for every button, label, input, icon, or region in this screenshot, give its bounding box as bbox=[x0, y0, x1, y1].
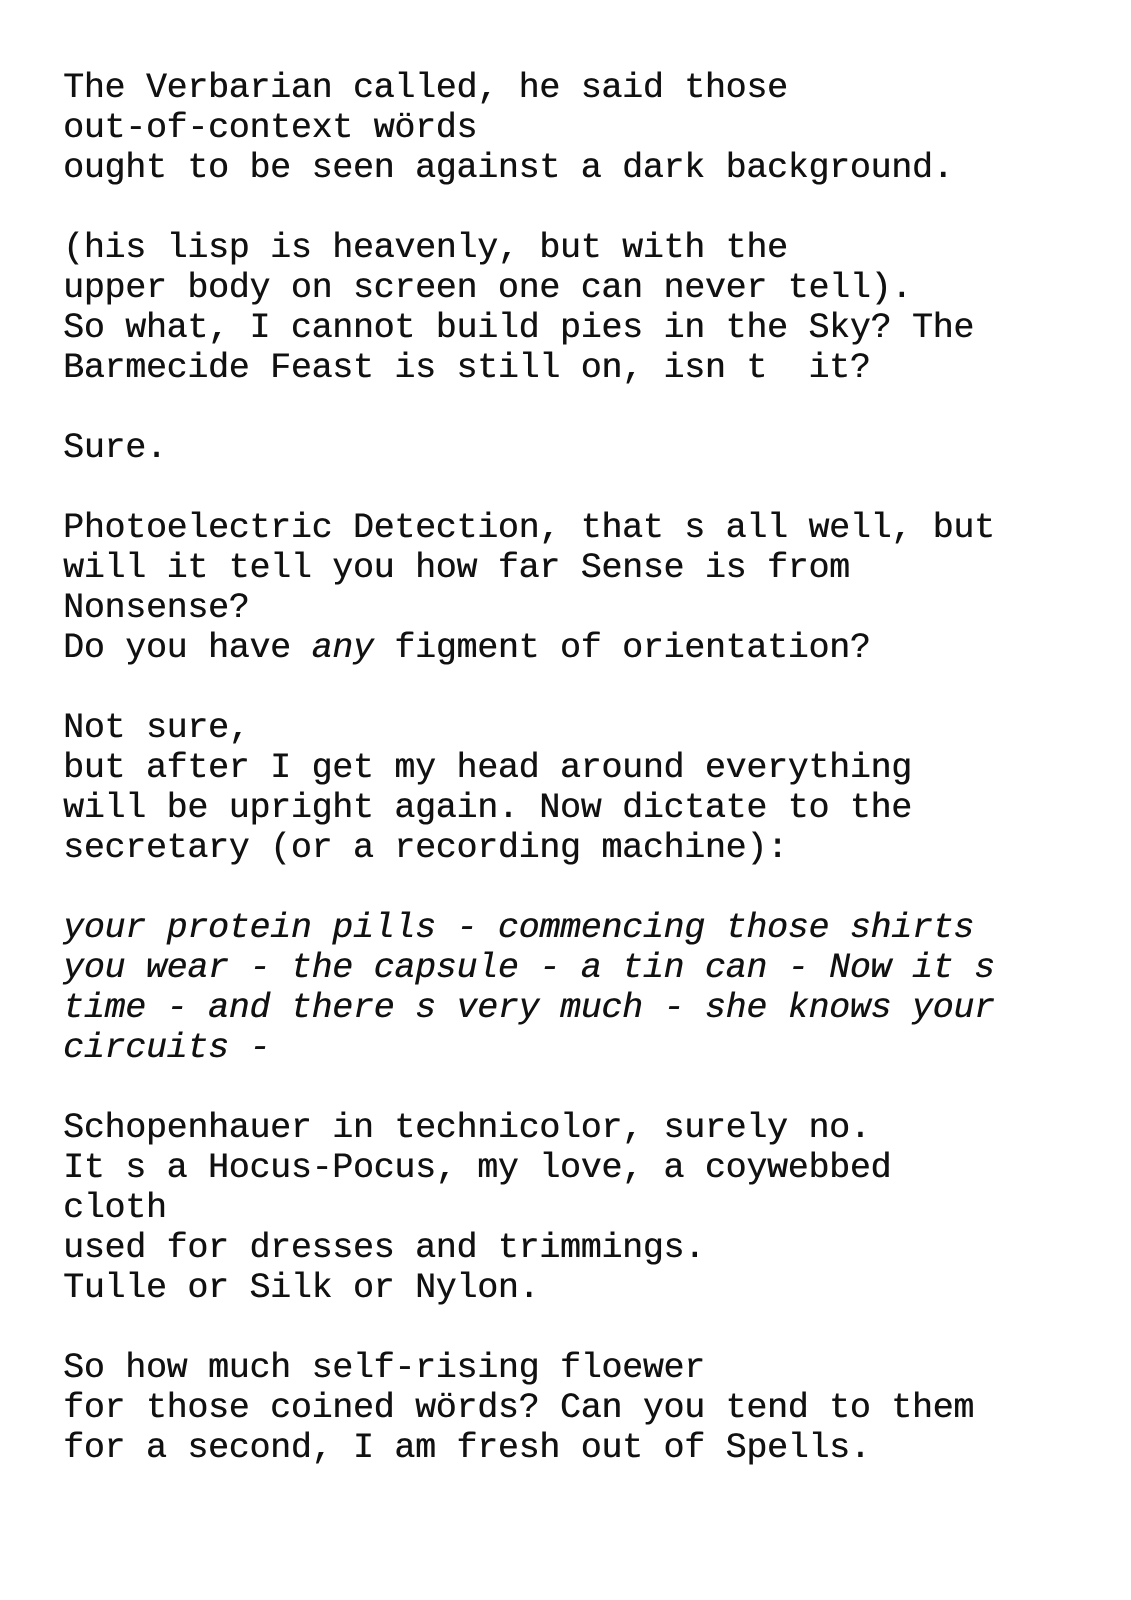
poem-line bbox=[63, 708, 1123, 748]
poem-line bbox=[63, 828, 1123, 868]
poem-line bbox=[63, 1028, 1123, 1068]
poem-line bbox=[63, 108, 1123, 148]
typewritten-poem bbox=[63, 68, 1123, 1508]
poem-line bbox=[63, 1268, 1123, 1308]
line-text: Not sure, bbox=[63, 708, 250, 748]
line-text: figment of orientation? bbox=[373, 628, 871, 668]
line-text: for those coined wörds? Can you tend to them bbox=[63, 1388, 974, 1428]
poem-line bbox=[63, 1148, 1123, 1188]
line-text: ought to be seen against a dark background. bbox=[63, 148, 954, 188]
poem-line bbox=[63, 1188, 1123, 1228]
stanza bbox=[63, 908, 1123, 1068]
poem-line bbox=[63, 1428, 1123, 1468]
line-text: any bbox=[311, 628, 374, 668]
line-text: Barmecide Feast is still on, isn t it? bbox=[63, 348, 871, 388]
line-text: time - and there s very much - she knows your bbox=[63, 988, 995, 1028]
line-text: for a second, I am fresh out of Spells. bbox=[63, 1428, 871, 1468]
stanza bbox=[63, 428, 1123, 468]
poem-line bbox=[63, 1348, 1123, 1388]
poem-line bbox=[63, 348, 1123, 388]
line-text: Tulle or Silk or Nylon. bbox=[63, 1268, 540, 1308]
line-text: out-of-context wörds bbox=[63, 108, 478, 148]
poem-line bbox=[63, 628, 1123, 668]
line-text: The Verbarian called, he said those bbox=[63, 68, 788, 108]
poem-line bbox=[63, 428, 1123, 468]
line-text: secretary (or a recording machine): bbox=[63, 828, 788, 868]
stanza bbox=[63, 68, 1123, 188]
line-text: circuits - bbox=[63, 1028, 271, 1068]
poem-line bbox=[63, 948, 1123, 988]
poem-line bbox=[63, 1108, 1123, 1148]
stanza bbox=[63, 508, 1123, 668]
poem-line bbox=[63, 1388, 1123, 1428]
line-text: It s a Hocus-Pocus, my love, a coywebbed bbox=[63, 1148, 892, 1188]
line-text: Do you have bbox=[63, 628, 312, 668]
line-text: upper body on screen one can never tell). bbox=[63, 268, 912, 308]
line-text: So how much self-rising floewer bbox=[63, 1348, 705, 1388]
poem-line bbox=[63, 308, 1123, 348]
stanza bbox=[63, 228, 1123, 388]
poem-line bbox=[63, 588, 1123, 628]
line-text: your protein pills - commencing those shirts bbox=[63, 908, 974, 948]
line-text: will it tell you how far Sense is from bbox=[63, 548, 850, 588]
line-text: cloth bbox=[63, 1188, 167, 1228]
line-text: will be upright again. Now dictate to the bbox=[63, 788, 912, 828]
line-text: you wear - the capsule - a tin can - Now it s bbox=[63, 948, 995, 988]
stanza bbox=[63, 1108, 1123, 1308]
line-text: used for dresses and trimmings. bbox=[63, 1228, 705, 1268]
poem-line bbox=[63, 548, 1123, 588]
line-text: Schopenhauer in technicolor, surely no. bbox=[63, 1108, 871, 1148]
poem-line bbox=[63, 148, 1123, 188]
poem-line bbox=[63, 908, 1123, 948]
line-text: Sure. bbox=[63, 428, 167, 468]
poem-line bbox=[63, 68, 1123, 108]
poem-line bbox=[63, 788, 1123, 828]
poem-line bbox=[63, 988, 1123, 1028]
stanza bbox=[63, 708, 1123, 868]
poem-line bbox=[63, 508, 1123, 548]
line-text: Nonsense? bbox=[63, 588, 250, 628]
line-text: Photoelectric Detection, that s all well, but bbox=[63, 508, 995, 548]
line-text: but after I get my head around everything bbox=[63, 748, 912, 788]
poem-line bbox=[63, 268, 1123, 308]
line-text: So what, I cannot build pies in the Sky? The bbox=[63, 308, 974, 348]
poem-line bbox=[63, 228, 1123, 268]
poem-line bbox=[63, 1228, 1123, 1268]
stanza bbox=[63, 1348, 1123, 1468]
line-text: (his lisp is heavenly, but with the bbox=[63, 228, 788, 268]
poem-line bbox=[63, 748, 1123, 788]
